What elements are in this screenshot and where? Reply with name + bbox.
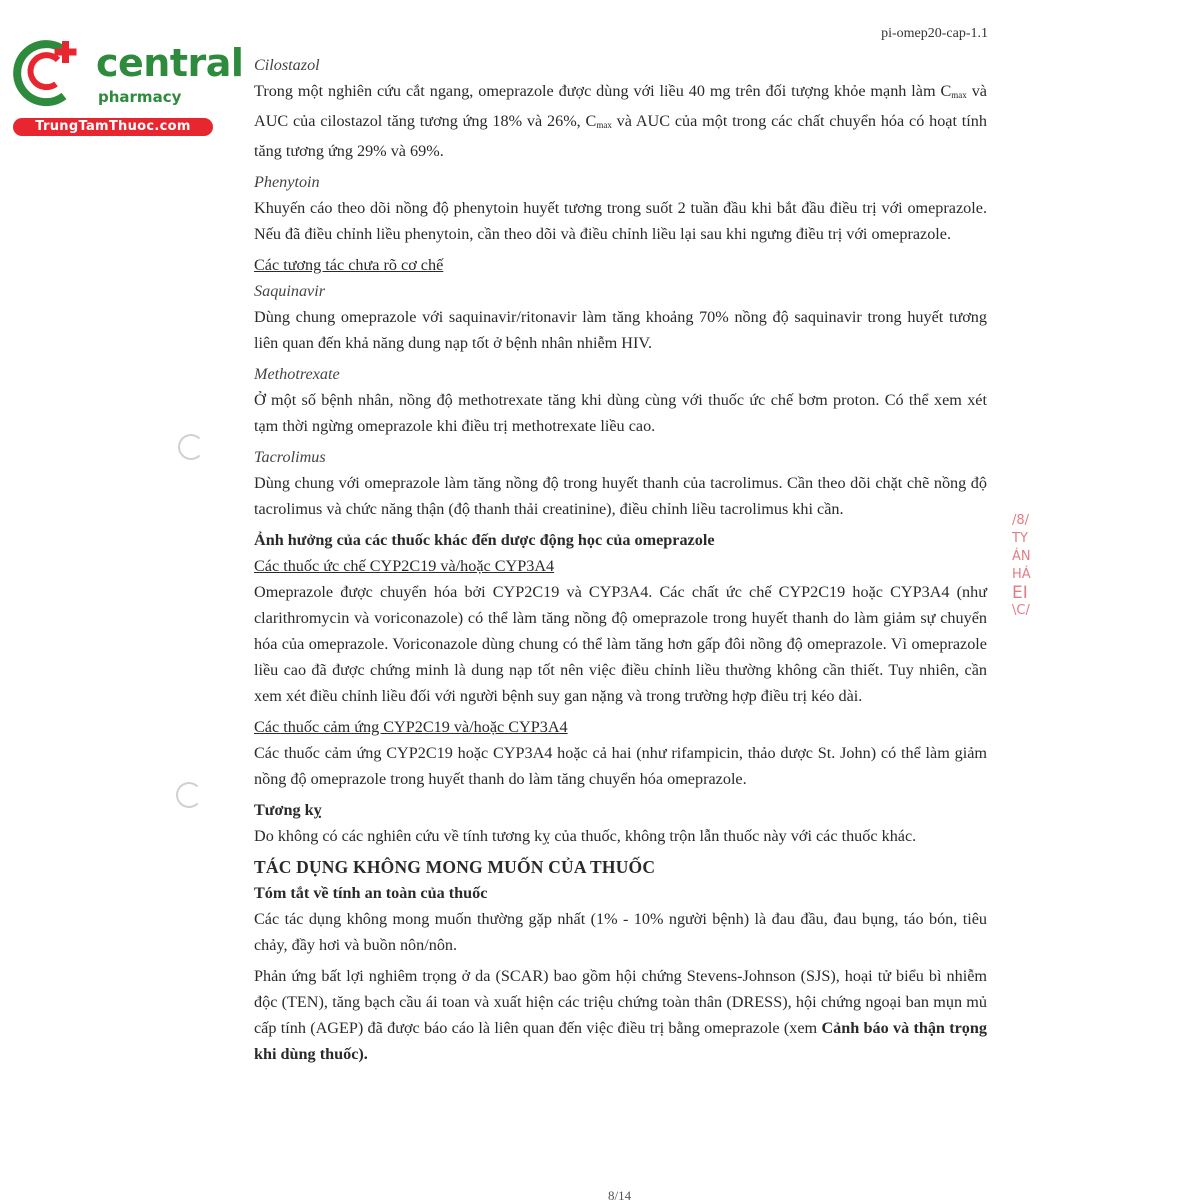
heading-drug-effects: Ảnh hưởng của các thuốc khác đến dược động học của omeprazole [254, 531, 715, 549]
paragraph-tacrolimus: Dùng chung với omeprazole làm tăng nồng độ trong huyết thanh của tacrolimus. Cần theo dõi chặt chẽ nồng độ tacrolimus và chức năng thận (độ thanh thải creatinine), điều chỉnh liều tacrolimus khi cần. [254, 474, 987, 518]
punch-hole-top [178, 434, 204, 460]
heading-tacrolimus: Tacrolimus [254, 448, 326, 466]
logo-site-link[interactable]: TrungTamThuoc.com [13, 118, 213, 136]
heading-methotrexate: Methotrexate [254, 365, 340, 383]
heading-incompatibility: Tương kỵ [254, 801, 322, 819]
page-number: 8/14 [608, 1188, 632, 1203]
heading-saquinavir: Saquinavir [254, 282, 326, 300]
central-pharmacy-logo [10, 38, 244, 138]
paragraph-safety-scar: Phản ứng bất lợi nghiêm trọng ở da (SCAR) bao gồm hội chứng Stevens-Johnson (SJS), hoại tử biểu bì nhiễm độc (TEN), tăng bạch cầu ái toan và xuất hiện các triệu chứng toàn thân (DRESS), hội chứng ngoại ban mụn mủ cấp tính (AGEP) đã được báo cáo là liên quan đến việc điều trị bằng omeprazole (xem Cảnh báo và thận trọng khi dùng thuốc). [254, 967, 987, 1063]
paragraph-inducers: Các thuốc cảm ứng CYP2C19 hoặc CYP3A4 hoặc cả hai (như rifampicin, thảo dược St. John) có thể làm giảm nồng độ omeprazole trong huyết thanh do làm tăng chuyển hóa omeprazole. [254, 744, 987, 788]
heading-phenytoin: Phenytoin [254, 173, 320, 191]
pharmacy-cross-logo-icon [12, 38, 82, 108]
heading-unclear-interactions: Các tương tác chưa rõ cơ chế [254, 256, 444, 274]
paragraph-safety-common: Các tác dụng không mong muốn thường gặp nhất (1% - 10% người bệnh) là đau đầu, đau bụng, táo bón, tiêu chảy, đầy hơi và buồn nôn/nôn. [254, 910, 987, 954]
punch-hole-bottom [176, 782, 202, 808]
paragraph-saquinavir: Dùng chung omeprazole với saquinavir/ritonavir làm tăng khoảng 70% nồng độ saquinavir trong huyết tương liên quan đến khả năng dung nạp tốt ở bệnh nhân nhiễm HIV. [254, 308, 987, 352]
red-stamp-fragment: /8/ TY ÁN HÁ EI \C/ [1012, 513, 1031, 618]
heading-inducers: Các thuốc cảm ứng CYP2C19 và/hoặc CYP3A4 [254, 718, 568, 736]
paragraph-phenytoin: Khuyến cáo theo dõi nồng độ phenytoin huyết tương trong suốt 2 tuần đầu khi bắt đầu điều trị với omeprazole. Nếu đã điều chỉnh liều phenytoin, cần theo dõi và điều chỉnh liều lại sau khi ngưng điều trị với omeprazole. [254, 199, 987, 243]
heading-adverse-effects: TÁC DỤNG KHÔNG MONG MUỐN CỦA THUỐC [254, 857, 656, 877]
paragraph-methotrexate: Ở một số bệnh nhân, nồng độ methotrexate tăng khi dùng cùng với thuốc ức chế bơm proton. Có thể xem xét tạm thời ngừng omeprazole khi điều trị methotrexate liều cao. [254, 391, 987, 435]
paragraph-cilostazol: Trong một nghiên cứu cắt ngang, omeprazole được dùng với liều 40 mg trên đối tượng khỏe mạnh làm $C_{max}$ và AUC của cilostazol tăng tương ứng 18% và 26%, $C_{max}$ và AUC của một trong các chất chuyển hóa có hoạt tính tăng tương ứng 29% và 69%. [254, 82, 987, 160]
logo-brand-text: central [96, 41, 244, 85]
logo-sub-text: pharmacy [98, 88, 182, 106]
heading-cilostazol: Cilostazol [254, 56, 320, 74]
document-id: pi-omep20-cap-1.1 [881, 26, 988, 41]
paragraph-inhibitors: Omeprazole được chuyển hóa bởi CYP2C19 và CYP3A4. Các chất ức chế CYP2C19 hoặc CYP3A4 (như clarithromycin và voriconazole) có thể làm tăng nồng độ omeprazole trong huyết thanh do làm giảm sự chuyển hóa của omeprazole. Voriconazole dùng chung có thể làm tăng hơn gấp đôi nồng độ omeprazole. Vì omeprazole liều cao đã được chứng minh là dung nạp tốt nên việc điều chỉnh liều thường không cần thiết. Tuy nhiên, cần xem xét điều chỉnh liều đối với người bệnh suy gan nặng và trong trường hợp điều trị kéo dài. [254, 583, 987, 705]
paragraph-incompatibility: Do không có các nghiên cứu về tính tương kỵ của thuốc, không trộn lẫn thuốc này với các thuốc khác. [254, 827, 917, 845]
heading-safety-summary: Tóm tắt về tính an toàn của thuốc [254, 884, 488, 902]
document-body [254, 52, 987, 1072]
heading-inhibitors: Các thuốc ức chế CYP2C19 và/hoặc CYP3A4 [254, 557, 555, 575]
